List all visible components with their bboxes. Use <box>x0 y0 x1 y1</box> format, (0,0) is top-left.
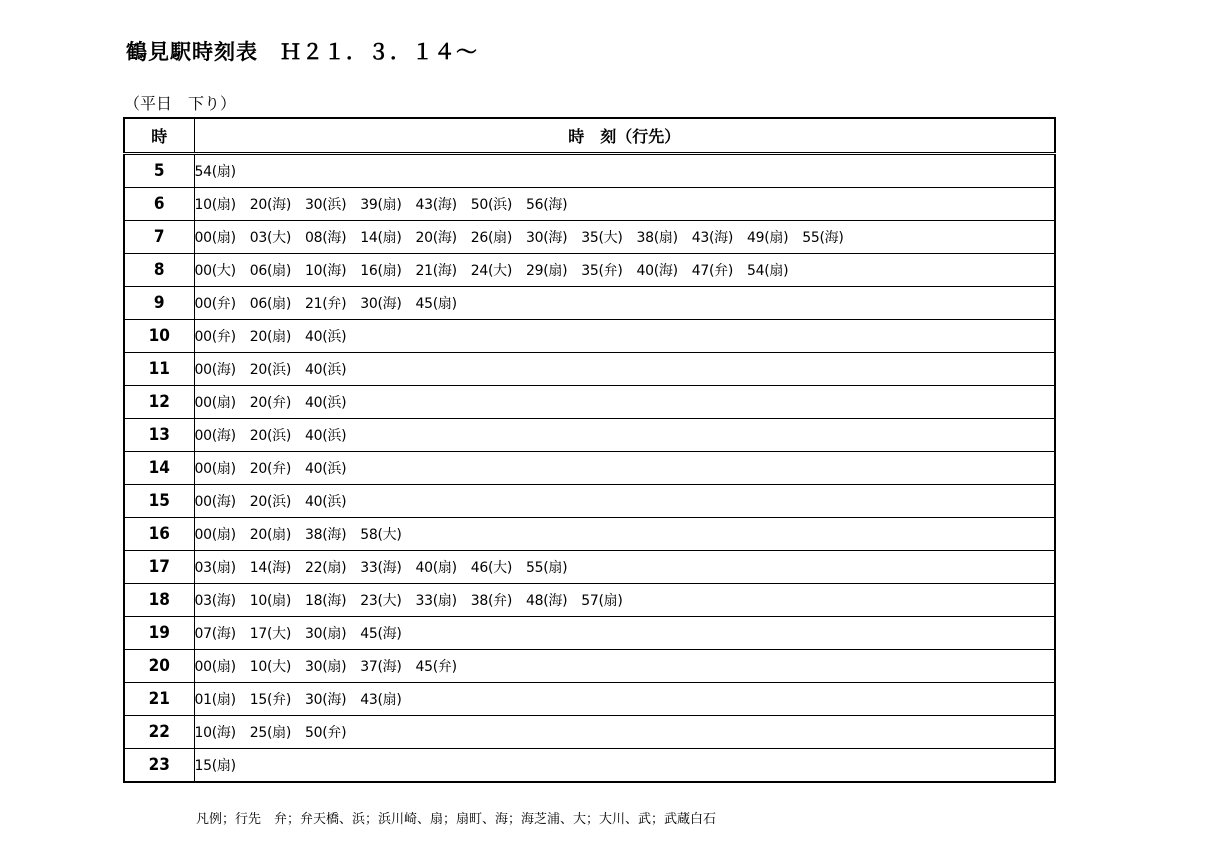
departure-time: 00(海) <box>194 428 236 444</box>
hour-cell: 6 <box>124 188 194 221</box>
departure-time: 00(大) <box>194 263 236 279</box>
departures-cell <box>194 154 1055 188</box>
departure-time: 10(海) <box>194 725 236 741</box>
departure-time: 20(海) <box>415 230 457 246</box>
timetable <box>123 117 1056 783</box>
departure-time: 20(扇) <box>249 329 291 345</box>
departure-time: 43(海) <box>691 230 733 246</box>
departures-cell <box>194 584 1055 617</box>
departure-time: 20(浜) <box>249 362 291 378</box>
departures-cell <box>194 221 1055 254</box>
departure-time: 01(扇) <box>194 692 236 708</box>
departure-time: 14(扇) <box>360 230 402 246</box>
departure-time: 15(弁) <box>249 692 291 708</box>
departure-time: 40(浜) <box>305 362 347 378</box>
departure-time: 40(扇) <box>415 560 457 576</box>
hour-cell: 15 <box>124 485 194 518</box>
departures-cell <box>194 518 1055 551</box>
departure-time: 10(扇) <box>194 197 236 213</box>
departures-cell <box>194 188 1055 221</box>
departures-cell <box>194 419 1055 452</box>
table-row <box>124 584 1055 617</box>
departure-time: 06(扇) <box>249 263 291 279</box>
departure-time: 40(浜) <box>305 428 347 444</box>
departures-cell <box>194 386 1055 419</box>
departure-time: 30(扇) <box>305 659 347 675</box>
departure-time: 30(海) <box>305 692 347 708</box>
departure-time: 38(海) <box>305 527 347 543</box>
departure-time: 20(弁) <box>249 395 291 411</box>
departure-time: 24(大) <box>470 263 512 279</box>
departure-time: 00(扇) <box>194 659 236 675</box>
departure-time: 29(扇) <box>526 263 568 279</box>
departures-cell <box>194 485 1055 518</box>
hour-column-header: 時 <box>124 118 194 154</box>
departure-time: 50(弁) <box>305 725 347 741</box>
departure-time: 45(扇) <box>415 296 457 312</box>
table-row <box>124 419 1055 452</box>
departure-time: 20(海) <box>249 197 291 213</box>
table-row <box>124 518 1055 551</box>
table-row <box>124 353 1055 386</box>
hour-cell: 11 <box>124 353 194 386</box>
departure-time: 00(弁) <box>194 329 236 345</box>
hour-cell: 12 <box>124 386 194 419</box>
departure-time: 56(海) <box>526 197 568 213</box>
departure-time: 03(扇) <box>194 560 236 576</box>
schedule-subtitle: （平日 下り） <box>124 94 237 113</box>
departure-time: 40(浜) <box>305 461 347 477</box>
table-row <box>124 485 1055 518</box>
departure-time: 18(海) <box>305 593 347 609</box>
departure-time: 39(扇) <box>360 197 402 213</box>
departure-time: 55(扇) <box>526 560 568 576</box>
hour-cell: 17 <box>124 551 194 584</box>
departure-time: 00(海) <box>194 494 236 510</box>
table-row <box>124 320 1055 353</box>
departure-time: 20(浜) <box>249 428 291 444</box>
departure-time: 00(扇) <box>194 461 236 477</box>
departure-time: 20(扇) <box>249 527 291 543</box>
departures-cell <box>194 749 1055 783</box>
table-row <box>124 386 1055 419</box>
departure-time: 57(扇) <box>581 593 623 609</box>
departures-cell <box>194 716 1055 749</box>
departure-time: 23(大) <box>360 593 402 609</box>
hour-cell: 16 <box>124 518 194 551</box>
departure-time: 54(扇) <box>194 164 236 180</box>
table-row <box>124 551 1055 584</box>
departures-cell <box>194 353 1055 386</box>
departure-time: 30(浜) <box>305 197 347 213</box>
departure-time: 43(扇) <box>360 692 402 708</box>
table-row <box>124 749 1055 783</box>
departure-time: 08(海) <box>305 230 347 246</box>
departure-time: 30(海) <box>526 230 568 246</box>
page-title: 鶴見駅時刻表 Ｈ２１．３．１４～ <box>126 40 478 64</box>
departure-time: 33(扇) <box>415 593 457 609</box>
departure-time: 40(浜) <box>305 329 347 345</box>
departure-time: 00(弁) <box>194 296 236 312</box>
departure-time: 58(大) <box>360 527 402 543</box>
hour-cell: 7 <box>124 221 194 254</box>
departure-time: 10(大) <box>249 659 291 675</box>
table-row <box>124 154 1055 188</box>
departure-time: 21(海) <box>415 263 457 279</box>
departure-time: 20(弁) <box>249 461 291 477</box>
departure-time: 54(扇) <box>747 263 789 279</box>
hour-cell: 14 <box>124 452 194 485</box>
departure-time: 16(扇) <box>360 263 402 279</box>
departures-cell <box>194 287 1055 320</box>
hour-cell: 5 <box>124 154 194 188</box>
departure-time: 17(大) <box>249 626 291 642</box>
departures-cell <box>194 650 1055 683</box>
departure-time: 30(扇) <box>305 626 347 642</box>
hour-cell: 22 <box>124 716 194 749</box>
table-row <box>124 254 1055 287</box>
departure-time: 07(海) <box>194 626 236 642</box>
departure-time: 14(海) <box>249 560 291 576</box>
departure-time: 35(大) <box>581 230 623 246</box>
departure-time: 47(弁) <box>691 263 733 279</box>
departure-time: 06(扇) <box>249 296 291 312</box>
departure-time: 40(浜) <box>305 494 347 510</box>
departure-time: 22(扇) <box>305 560 347 576</box>
table-row <box>124 683 1055 716</box>
hour-cell: 9 <box>124 287 194 320</box>
departure-time: 26(扇) <box>470 230 512 246</box>
departure-time: 33(海) <box>360 560 402 576</box>
departure-time: 15(扇) <box>194 758 236 774</box>
legend-note: 凡例；行先 弁；弁天橋、浜；浜川崎、扇；扇町、海；海芝浦、大；大川、武；武蔵白石 <box>196 812 717 827</box>
departures-cell <box>194 617 1055 650</box>
table-row <box>124 452 1055 485</box>
timetable-body <box>124 154 1055 783</box>
table-row <box>124 221 1055 254</box>
departures-cell <box>194 320 1055 353</box>
departure-time: 48(海) <box>526 593 568 609</box>
departure-time: 45(弁) <box>415 659 457 675</box>
departure-time: 10(海) <box>305 263 347 279</box>
departure-time: 55(海) <box>802 230 844 246</box>
hour-cell: 18 <box>124 584 194 617</box>
hour-cell: 20 <box>124 650 194 683</box>
departure-time: 10(扇) <box>249 593 291 609</box>
departure-time: 20(浜) <box>249 494 291 510</box>
departure-time: 03(海) <box>194 593 236 609</box>
table-row <box>124 287 1055 320</box>
departures-cell <box>194 551 1055 584</box>
departure-time: 03(大) <box>249 230 291 246</box>
departure-time: 25(扇) <box>249 725 291 741</box>
departures-cell <box>194 254 1055 287</box>
table-row <box>124 617 1055 650</box>
departure-time: 38(弁) <box>470 593 512 609</box>
departures-cell <box>194 452 1055 485</box>
hour-cell: 13 <box>124 419 194 452</box>
table-row <box>124 650 1055 683</box>
departures-cell <box>194 683 1055 716</box>
departure-time: 21(弁) <box>305 296 347 312</box>
departure-time: 00(海) <box>194 362 236 378</box>
hour-cell: 8 <box>124 254 194 287</box>
hour-cell: 19 <box>124 617 194 650</box>
departure-time: 40(海) <box>636 263 678 279</box>
hour-cell: 10 <box>124 320 194 353</box>
departure-time: 50(浜) <box>470 197 512 213</box>
departure-time: 00(扇) <box>194 230 236 246</box>
departure-time: 35(弁) <box>581 263 623 279</box>
hour-cell: 23 <box>124 749 194 783</box>
departure-time: 00(扇) <box>194 527 236 543</box>
table-row <box>124 716 1055 749</box>
departure-time: 00(扇) <box>194 395 236 411</box>
departure-time: 30(海) <box>360 296 402 312</box>
timetable-header-row <box>124 118 1055 154</box>
departure-time: 43(海) <box>415 197 457 213</box>
departure-time: 40(浜) <box>305 395 347 411</box>
times-column-header: 時 刻（行先） <box>194 118 1055 154</box>
hour-cell: 21 <box>124 683 194 716</box>
departure-time: 37(海) <box>360 659 402 675</box>
table-row <box>124 188 1055 221</box>
departure-time: 38(扇) <box>636 230 678 246</box>
departure-time: 49(扇) <box>747 230 789 246</box>
departure-time: 45(海) <box>360 626 402 642</box>
departure-time: 46(大) <box>470 560 512 576</box>
